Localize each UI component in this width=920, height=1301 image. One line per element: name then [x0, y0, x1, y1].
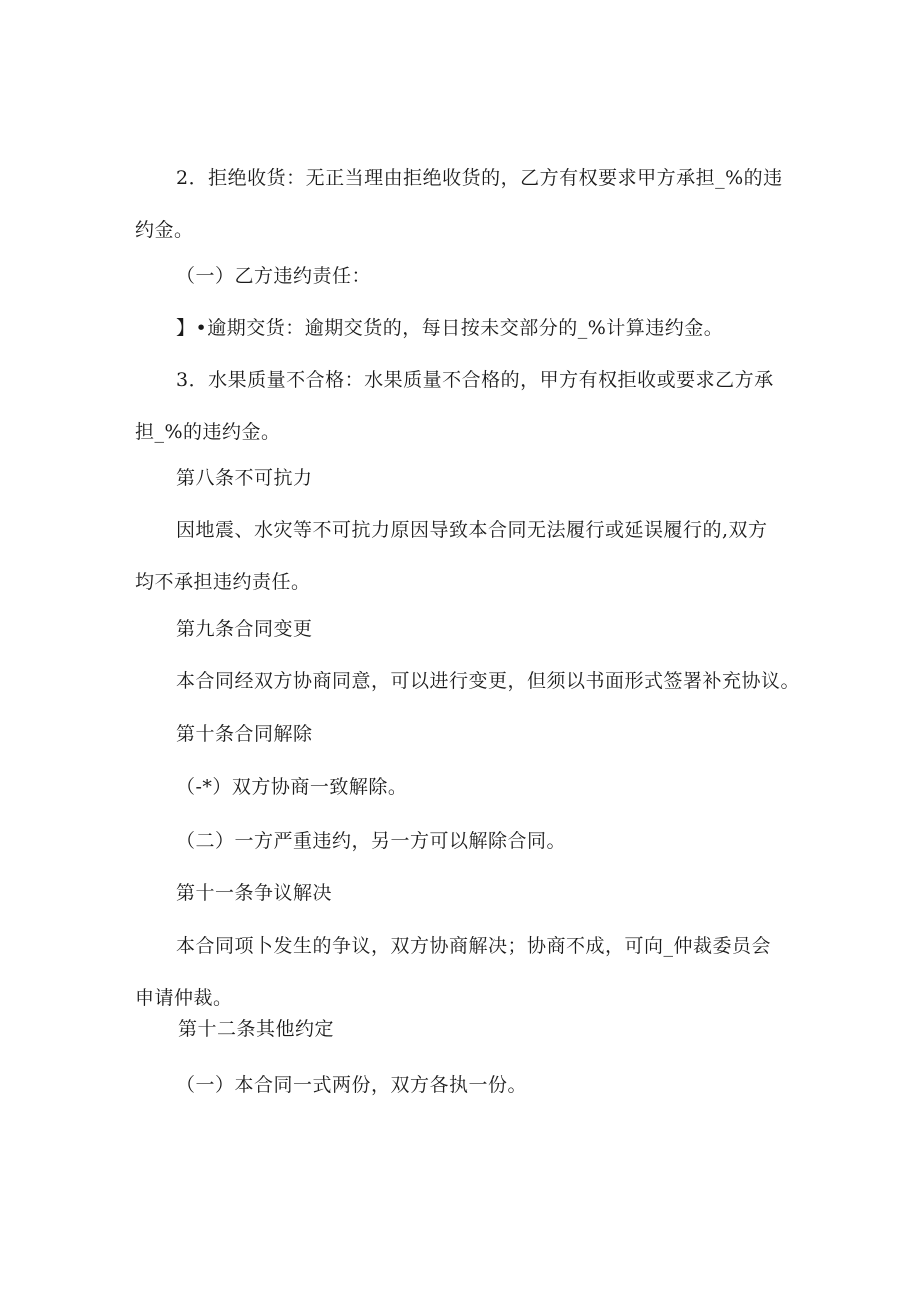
- heading-article-9: 第九条合同变更: [176, 618, 313, 640]
- clause-copies: （一）本合同一式两份，双方各执一份。: [176, 1074, 528, 1096]
- clause-contract-modification: 本合同经双方协商同意，可以进行变更，但须以书面形式签署补充协议。: [176, 670, 801, 692]
- heading-article-12: 第十二条其他约定: [178, 1018, 335, 1040]
- clause-mutual-termination: （-*）双方协商一致解除。: [176, 776, 408, 798]
- heading-article-10: 第十条合同解除: [176, 723, 313, 745]
- heading-party-b-liability: （一）乙方违约责任：: [176, 265, 372, 287]
- clause-breach-termination: （二）一方严重违约，另一方可以解除合同。: [176, 830, 567, 852]
- clause-late-delivery: 】•逾期交货：逾期交货的，每日按未交部分的_%计算违约金。: [176, 317, 724, 339]
- clause-dispute-resolution: 本合同项卜发生的争议，双方协商解决；协商不成，可向_仲裁委员会申请仲裁。: [135, 935, 772, 1009]
- clause-quality-nonconformance: 3．水果质量不合格：水果质量不合格的，甲方有权拒收或要求乙方承担_%的违约金。: [135, 369, 774, 443]
- heading-article-8: 第八条不可抗力: [176, 467, 313, 489]
- clause-refusal-of-delivery: 2．拒绝收货：无正当理由拒绝收货的，乙方有权要求甲方承担_%的违约金。: [135, 167, 783, 241]
- heading-article-11: 第十一条争议解决: [176, 882, 333, 904]
- clause-force-majeure: 因地震、水灾等不可抗力原因导致本合同无法履行或延误履行的,双方均不承担违约责任。: [135, 519, 768, 593]
